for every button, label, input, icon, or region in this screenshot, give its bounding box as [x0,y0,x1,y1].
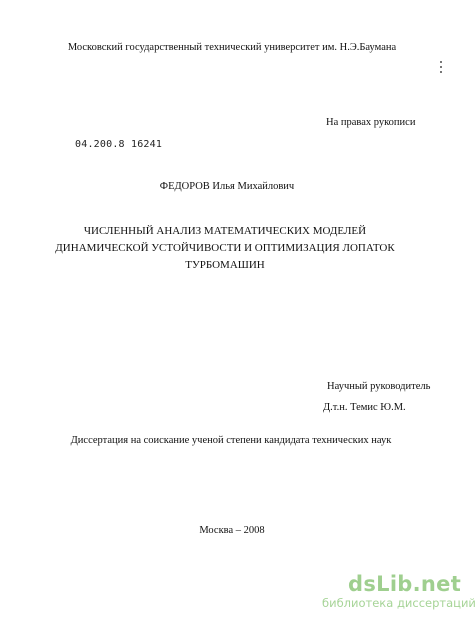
author-name: ФЕДОРОВ Илья Михайлович [159,181,295,192]
supervisor-label: Научный руководитель [327,381,431,392]
title-line: ТУРБОМАШИН [185,259,265,271]
catalog-stamp: 04.200.8 16241 [75,139,163,150]
title-line: ДИНАМИЧЕСКОЙ УСТОЙЧИВОСТИ И ОПТИМИЗАЦИЯ ЛОПАТОК [55,242,395,254]
watermark-logo: dsLib.net [348,572,462,596]
dissertation-title [0,223,450,274]
margin-marks [438,58,444,78]
supervisor-name: Д.т.н. Темис Ю.М. [323,402,406,413]
city-year: Москва – 2008 [199,525,265,536]
dslib-watermark[interactable] [318,572,476,616]
university-name: Московский государственный технический университет им. Н.Э.Баумана [67,42,397,53]
watermark-subtitle: библиотека диссертаций [322,596,476,610]
title-line: ЧИСЛЕННЫЙ АНАЛИЗ МАТЕМАТИЧЕСКИХ МОДЕЛЕЙ [83,225,367,237]
degree-note: Диссертация на соискание ученой степени кандидата технических наук [70,435,392,446]
rights-note: На правах рукописи [326,117,416,128]
